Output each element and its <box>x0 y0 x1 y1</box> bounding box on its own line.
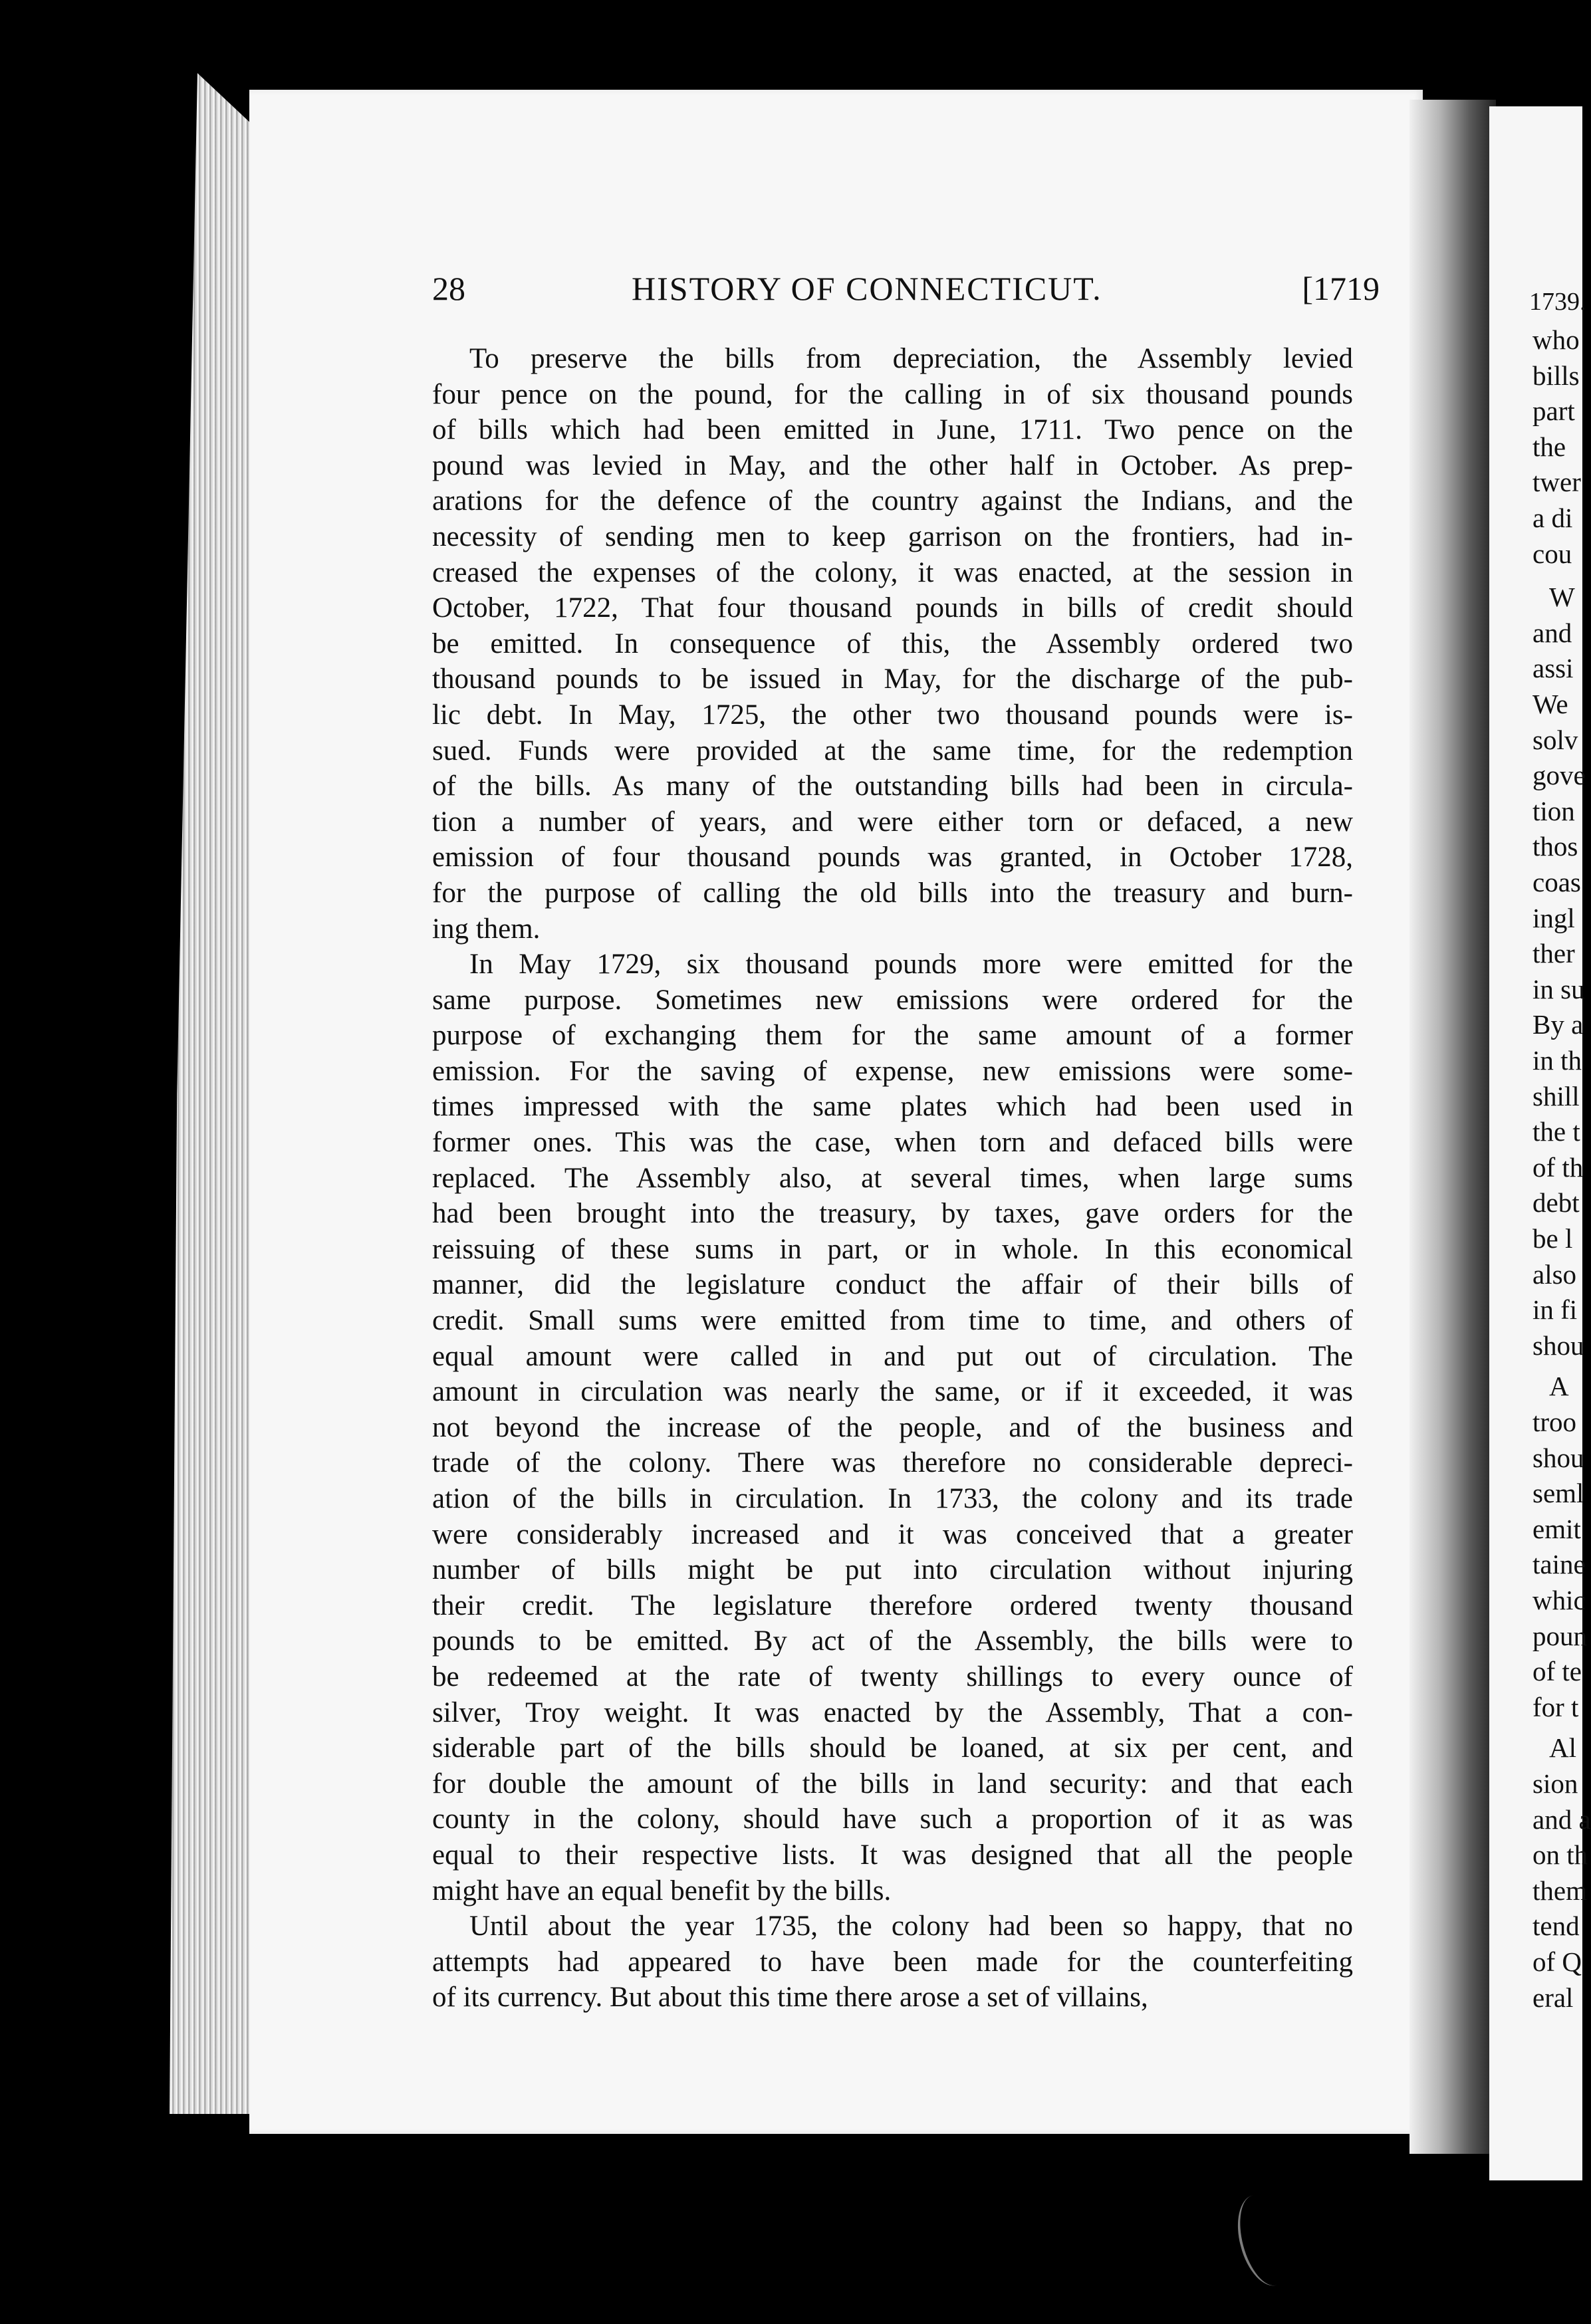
page-number: 28 <box>432 270 465 307</box>
right-page-line: assi <box>1532 653 1574 684</box>
text-line: be emitted. In consequence of this, the Assembly ordered two <box>432 628 1353 659</box>
right-page-line: shill <box>1532 1080 1580 1111</box>
right-page-line: the t <box>1532 1116 1580 1147</box>
right-page-line: of th <box>1532 1151 1584 1183</box>
right-page-line: eral <box>1532 1982 1574 2013</box>
text-line: were considerably increased and it was conceived that a greater <box>432 1518 1353 1550</box>
right-page-line: By a <box>1532 1009 1584 1040</box>
text-line: sued. Funds were provided at the same time, for the redemption <box>432 735 1353 766</box>
right-page-line: A <box>1549 1371 1569 1402</box>
text-line: county in the colony, should have such a proportion of it as was <box>432 1803 1353 1835</box>
text-line: amount in circulation was nearly the same, or if it exceeded, it was <box>432 1376 1353 1408</box>
right-page-line: ingl <box>1532 902 1575 933</box>
text-line: creased the expenses of the colony, it was enacted, at the session in <box>432 556 1353 588</box>
right-page-line: emit <box>1532 1513 1581 1544</box>
body-text <box>432 341 1353 2016</box>
right-page-header: 1739. <box>1529 288 1586 316</box>
text-line: equal amount were called in and put out of circulation. The <box>432 1340 1353 1372</box>
running-head <box>432 269 1380 309</box>
text-line: arations for the defence of the country against the Indians, and the <box>432 485 1353 517</box>
right-page-line: for t <box>1532 1691 1579 1722</box>
text-line: for double the amount of the bills in land security: and that each <box>432 1768 1353 1800</box>
right-page-line: part <box>1532 396 1575 427</box>
text-line: reissuing of these sums in part, or in whole. In this economical <box>432 1233 1353 1265</box>
right-page-line: Al <box>1549 1732 1576 1764</box>
right-page-fragment <box>1489 106 1591 2180</box>
right-page-line: whic <box>1532 1585 1586 1615</box>
right-page-line: gove <box>1532 760 1586 791</box>
text-line: thousand pounds to be issued in May, for the discharge of the pub- <box>432 663 1353 695</box>
text-line: former ones. This was the case, when torn and defaced bills were <box>432 1127 1353 1159</box>
right-page-line: in fi <box>1532 1294 1578 1326</box>
text-line: siderable part of the bills should be loaned, at six per cent, and <box>432 1732 1353 1764</box>
text-line: times impressed with the same plates which had been used in <box>432 1091 1353 1123</box>
right-page-line: of Q <box>1532 1946 1582 1977</box>
text-line: had been brought into the treasury, by taxes, gave orders for the <box>432 1198 1353 1230</box>
running-title: HISTORY OF CONNECTICUT. <box>632 270 1102 307</box>
text-line: lic debt. In May, 1725, the other two thousand pounds were is- <box>432 699 1353 731</box>
text-line: be redeemed at the rate of twenty shillings to every ounce of <box>432 1661 1353 1692</box>
text-line: October, 1722, That four thousand pounds in bills of credit should <box>432 592 1353 624</box>
right-page-line: also <box>1532 1258 1577 1290</box>
text-line: attempts had appeared to have been made for the counterfeiting <box>432 1946 1353 1978</box>
text-line: equal to their respective lists. It was designed that all the people <box>432 1839 1353 1871</box>
text-line: emission of four thousand pounds was granted, in October 1728, <box>432 842 1353 873</box>
right-page-line: thos <box>1532 831 1578 862</box>
text-line: pound was levied in May, and the other half in October. As prep- <box>432 449 1353 481</box>
text-line: four pence on the pound, for the calling in of six thousand pounds <box>432 378 1353 410</box>
right-page-line: coas <box>1532 867 1581 897</box>
right-page-line: twer <box>1532 467 1581 498</box>
right-page-line: bills <box>1532 360 1580 391</box>
right-page-line: We <box>1532 689 1568 719</box>
right-page-line: sion <box>1532 1768 1578 1799</box>
text-line: manner, did the legislature conduct the affair of their bills of <box>432 1269 1353 1301</box>
right-page-line: taine <box>1532 1549 1586 1580</box>
text-line: ation of the bills in circulation. In 1733, the colony and its trade <box>432 1483 1353 1514</box>
right-page-line: solv <box>1532 724 1578 755</box>
text-line: trade of the colony. There was therefore no considerable depreci- <box>432 1447 1353 1479</box>
text-line: might have an equal benefit by the bills. <box>432 1875 892 1907</box>
right-page-line: W <box>1549 582 1575 613</box>
text-line: In May 1729, six thousand pounds more were emitted for the <box>469 949 1353 981</box>
right-page-line: on th <box>1532 1839 1588 1871</box>
text-line: for the purpose of calling the old bills into the treasury and burn- <box>432 877 1353 909</box>
right-page-line: be l <box>1532 1223 1573 1254</box>
text-line: pounds to be emitted. By act of the Assembly, the bills were to <box>432 1625 1353 1657</box>
text-line: To preserve the bills from depreciation, the Assembly levied <box>469 343 1353 374</box>
text-line: same purpose. Sometimes new emissions were ordered for the <box>432 984 1353 1016</box>
right-page-line: of te <box>1532 1656 1582 1687</box>
scan-mark <box>1229 2189 1300 2291</box>
right-page-line: shou <box>1532 1330 1584 1361</box>
right-page-line: and <box>1532 617 1572 648</box>
text-line: purpose of exchanging them for the same amount of a former <box>432 1020 1353 1052</box>
right-page-line: in th <box>1532 1045 1582 1076</box>
text-line: number of bills might be put into circulation without injuring <box>432 1554 1353 1586</box>
text-line: Until about the year 1735, the colony had been so happy, that no <box>469 1911 1353 1942</box>
right-page-line: shou <box>1532 1442 1584 1473</box>
right-page-line: seml <box>1532 1478 1584 1509</box>
text-line: replaced. The Assembly also, at several times, when large sums <box>432 1162 1353 1194</box>
text-line: credit. Small sums were emitted from time to time, and others of <box>432 1305 1353 1337</box>
right-page-line: the <box>1532 431 1566 462</box>
text-line: necessity of sending men to keep garrison on the frontiers, had in- <box>432 521 1353 552</box>
text-line: silver, Troy weight. It was enacted by the Assembly, That a con- <box>432 1696 1353 1728</box>
right-page-line: in su <box>1532 973 1585 1004</box>
right-page-line: tion <box>1532 795 1575 826</box>
text-line: emission. For the saving of expense, new emissions were some- <box>432 1055 1353 1087</box>
right-page-line: debt <box>1532 1187 1580 1219</box>
right-page-line: a di <box>1532 503 1573 533</box>
text-line: their credit. The legislature therefore ordered twenty thousand <box>432 1589 1353 1621</box>
right-page-line: poun <box>1532 1620 1587 1651</box>
right-page-line: troo <box>1532 1407 1577 1437</box>
text-line: ing them. <box>432 913 541 945</box>
text-line: of bills which had been emitted in June, 1711. Two pence on the <box>432 414 1353 446</box>
right-page-line: who <box>1532 324 1580 355</box>
right-page-line: them <box>1532 1875 1587 1906</box>
year-marker: [1719 <box>1302 270 1380 307</box>
text-line: of the bills. As many of the outstanding bills had been in circula- <box>432 770 1353 802</box>
right-page-line: and a <box>1532 1803 1591 1835</box>
right-page-line: tend <box>1532 1911 1580 1942</box>
book-gutter <box>1409 100 1496 2154</box>
text-line: not beyond the increase of the people, and of the business and <box>432 1411 1353 1443</box>
right-page-line: ther <box>1532 938 1575 969</box>
page-edges <box>170 73 263 2114</box>
text-line: of its currency. But about this time there arose a set of villains, <box>432 1982 1148 2014</box>
text-line: tion a number of years, and were either torn or defaced, a new <box>432 806 1353 838</box>
right-page-line: cou <box>1532 538 1572 569</box>
